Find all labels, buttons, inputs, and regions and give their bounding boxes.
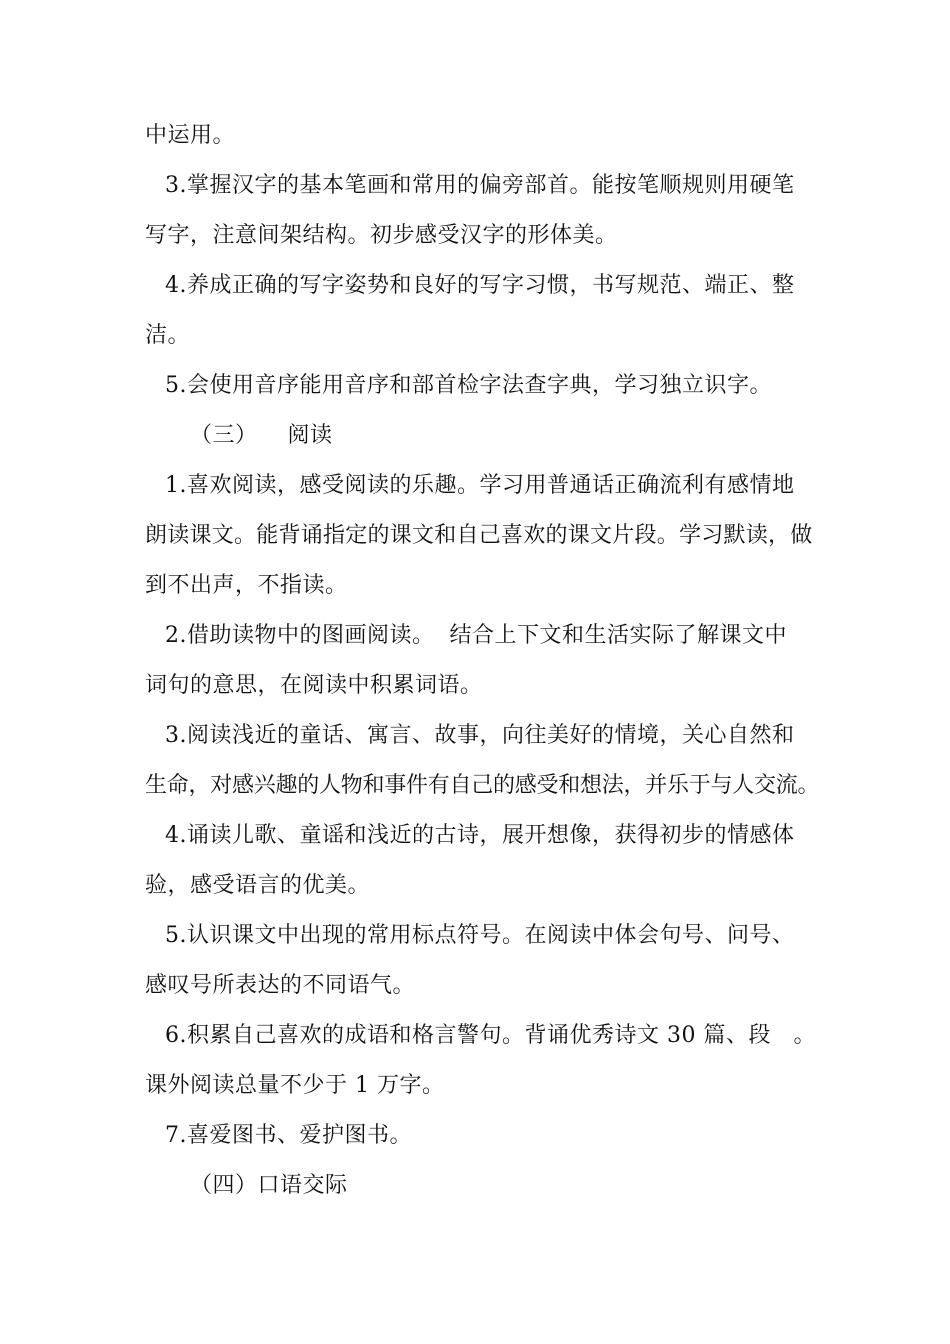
text-line: 3.阅读浅近的童话、寓言、故事，向往美好的情境，关心自然和 <box>165 723 795 748</box>
section-heading: （四）口语交际 <box>190 1173 348 1198</box>
text-line: 7.喜爱图书、爱护图书。 <box>165 1123 412 1148</box>
text-line: 4.诵读儿歌、童谣和浅近的古诗，展开想像，获得初步的情感体 <box>165 823 795 848</box>
text-line: 词句的意思，在阅读中积累词语。 <box>145 673 483 698</box>
text-line: 5.认识课文中出现的常用标点符号。在阅读中体会句号、问号、 <box>165 923 795 948</box>
text-line: 2.借助读物中的图画阅读。 结合上下文和生活实际了解课文中 <box>165 623 787 648</box>
text-line: 验，感受语言的优美。 <box>145 873 371 898</box>
text-line: 写字，注意间架结构。初步感受汉字的形体美。 <box>145 223 618 248</box>
text-line: 感叹号所表达的不同语气。 <box>145 973 416 998</box>
text-line: 到不出声，不指读。 <box>145 573 348 598</box>
text-line: 洁。 <box>145 323 191 348</box>
text-line: 生命，对感兴趣的人物和事件有自己的感受和想法，并乐于与人交流。 <box>145 773 820 798</box>
text-line: 3.掌握汉字的基本笔画和常用的偏旁部首。能按笔顺规则用硬笔 <box>165 173 795 198</box>
text-line: 朗读课文。能背诵指定的课文和自己喜欢的课文片段。学习默读，做 <box>145 523 813 548</box>
text-line: 课外阅读总量不少于 1 万字。 <box>145 1073 445 1098</box>
section-heading: （三） 阅读 <box>190 423 333 448</box>
text-line: 6.积累自己喜欢的成语和格言警句。背诵优秀诗文 30 篇、段 。 <box>165 1023 816 1048</box>
text-line: 1.喜欢阅读，感受阅读的乐趣。学习用普通话正确流利有感情地 <box>165 473 795 498</box>
text-line: 中运用。 <box>145 123 236 148</box>
text-line: 4.养成正确的写字姿势和良好的写字习惯，书写规范、端正、整 <box>165 273 795 298</box>
text-line: 5.会使用音序能用音序和部首检字法查字典，学习独立识字。 <box>165 373 772 398</box>
